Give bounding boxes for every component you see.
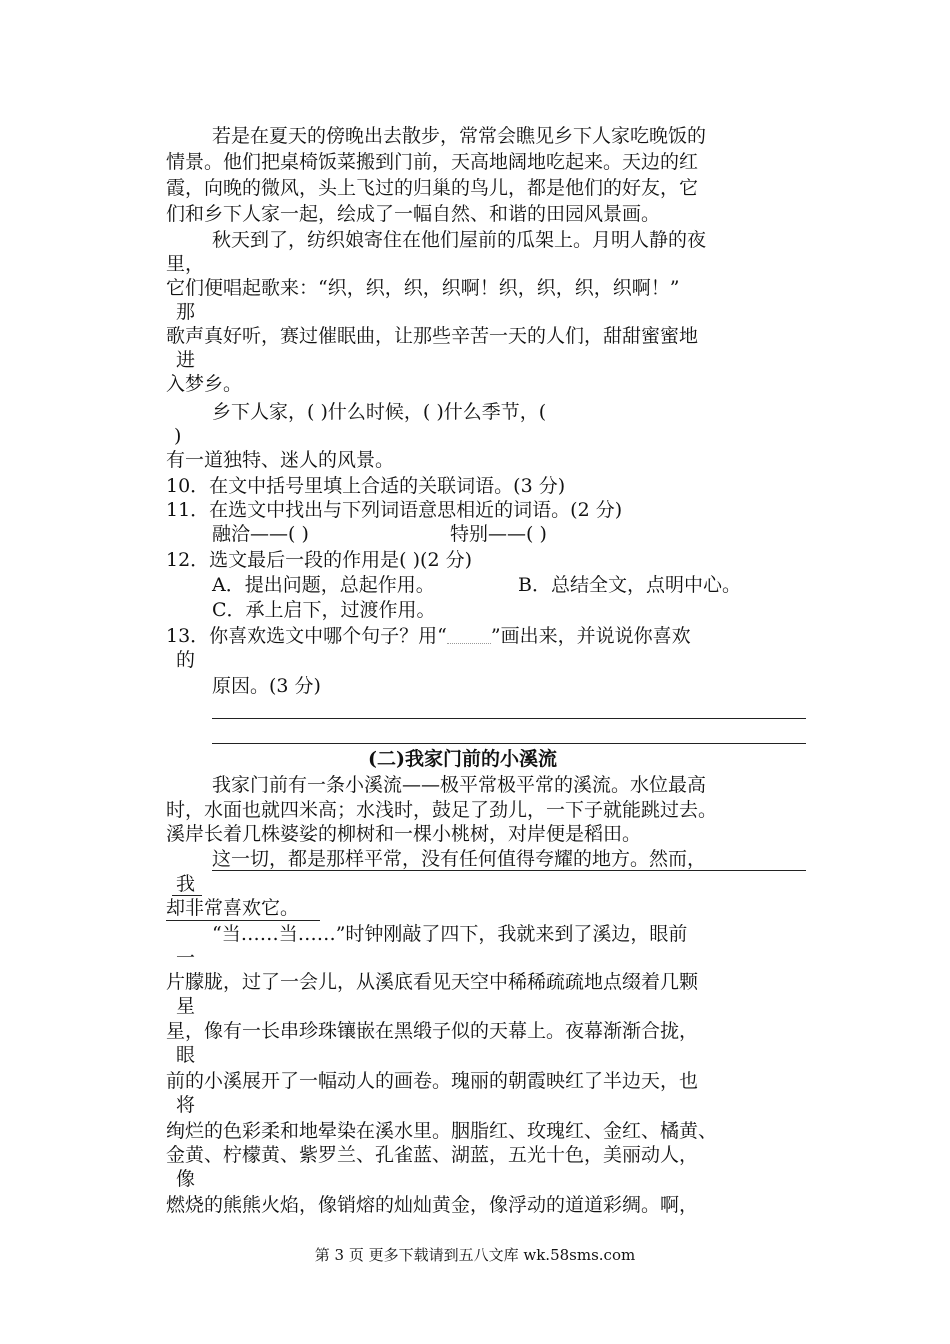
question-13-wrap: 的 — [176, 649, 196, 671]
question-12-option-a[interactable]: A．提出问题，总起作用。 — [212, 574, 435, 596]
passage2-line-16: 金黄、柠檬黄、紫罗兰、孔雀蓝、湖蓝，五光十色，美丽动人， — [166, 1144, 699, 1166]
passage1-line-4: 们和乡下人家一起，绘成了一幅自然、和谐的田园风景画。 — [166, 203, 661, 225]
passage1-line-10: 进 — [176, 349, 196, 371]
question-12-option-c[interactable]: C．承上启下，过渡作用。 — [212, 599, 436, 621]
passage1-line-12: 乡下人家，( )什么时候，( )什么季节，( — [212, 401, 547, 423]
passage2-line-4: 这一切，都是那样平常，没有任何值得夸耀的地方。然而， — [212, 848, 707, 870]
passage1-line-5: 秋天到了，纺织娘寄住在他们屋前的瓜架上。月明人静的夜 — [212, 229, 707, 251]
underline-3 — [166, 920, 320, 921]
passage2-line-13: 前的小溪展开了一幅动人的画卷。瑰丽的朝霞映红了半边天，也 — [166, 1070, 699, 1092]
passage1-line-11: 入梦乡。 — [166, 373, 243, 395]
passage2-line-7: “当……当……”时钟刚敲了四下，我就来到了溪边，眼前 — [212, 923, 688, 945]
answer-line-2[interactable] — [212, 743, 806, 744]
question-10: 10．在文中括号里填上合适的关联词语。(3 分) — [166, 475, 566, 497]
question-13-text-1: 13．你喜欢选文中哪个句子？用“ — [166, 625, 447, 647]
question-11-blank-1[interactable]: 融洽——( ) — [212, 523, 309, 545]
question-12: 12．选文最后一段的作用是( )(2 分) — [166, 549, 472, 571]
question-11-blank-2[interactable]: 特别——( ) — [450, 523, 547, 545]
passage2-line-5: 我 — [176, 873, 196, 895]
passage2-line-1: 我家门前有一条小溪流——极平常极平常的溪流。水位最高 — [212, 774, 707, 796]
passage1-line-8: 那 — [176, 301, 196, 323]
passage1-line-2: 情景。他们把桌椅饭菜搬到门前，天高地阔地吃起来。天边的红 — [166, 151, 699, 173]
passage2-line-14: 将 — [176, 1094, 196, 1116]
passage2-line-11: 星，像有一长串珍珠镶嵌在黑缎子似的天幕上。夜幕渐渐合拢， — [166, 1020, 699, 1042]
question-13-text-2: ”画出来，并说说你喜欢 — [490, 625, 691, 647]
passage1-line-6: 里， — [166, 253, 205, 275]
question-13 — [166, 624, 691, 648]
passage2-line-3: 溪岸长着几株婆娑的柳树和一棵小桃树，对岸便是稻田。 — [166, 823, 642, 845]
passage2-line-6: 却非常喜欢它。 — [166, 897, 300, 919]
passage1-line-9: 歌声真好听，赛过催眠曲，让那些辛苦一天的人们，甜甜蜜蜜地 — [166, 325, 699, 347]
question-12-option-b[interactable]: B．总结全文，点明中心。 — [518, 574, 741, 596]
passage1-line-3: 霞，向晚的微风，头上飞过的归巢的鸟儿，都是他们的好友，它 — [166, 177, 699, 199]
passage2-line-8: 一 — [176, 947, 196, 969]
answer-line-1[interactable] — [212, 718, 806, 719]
passage1-line-7: 它们便唱起歌来：“织，织，织，织啊！织，织，织，织啊！” — [166, 277, 680, 299]
passage2-line-17: 像 — [176, 1168, 196, 1190]
passage2-line-2: 时，水面也就四米高；水浅时，鼓足了劲儿，一下子就能跳过去。 — [166, 799, 718, 821]
passage1-line-1: 若是在夏天的傍晚出去散步，常常会瞧见乡下人家吃晚饭的 — [212, 125, 707, 147]
underline-1 — [212, 870, 806, 871]
passage2-line-12: 眼 — [176, 1044, 196, 1066]
question-11: 11．在选文中找出与下列词语意思相近的词语。(2 分) — [166, 499, 623, 521]
passage2-line-15: 绚烂的色彩柔和地晕染在溪水里。胭脂红、玫瑰红、金红、橘黄、 — [166, 1120, 718, 1142]
passage1-line-13: ) — [174, 425, 182, 447]
page-footer: 第 3 页 更多下载请到五八文库 wk.58sms.com — [314, 1246, 636, 1264]
passage1-line-14: 有一道独特、迷人的风景。 — [166, 449, 395, 471]
question-13-line-2: 原因。(3 分) — [212, 675, 321, 697]
passage2-line-18: 燃烧的熊熊火焰，像销熔的灿灿黄金，像浮动的道道彩绸。啊， — [166, 1194, 699, 1216]
section-2-title: (二)我家门前的小溪流 — [368, 748, 557, 770]
passage2-line-9: 片朦胧，过了一会儿，从溪底看见天空中稀稀疏疏地点缀着几颗 — [166, 971, 699, 993]
wavy-underline-icon — [447, 633, 491, 644]
passage2-line-10: 星 — [176, 995, 196, 1017]
